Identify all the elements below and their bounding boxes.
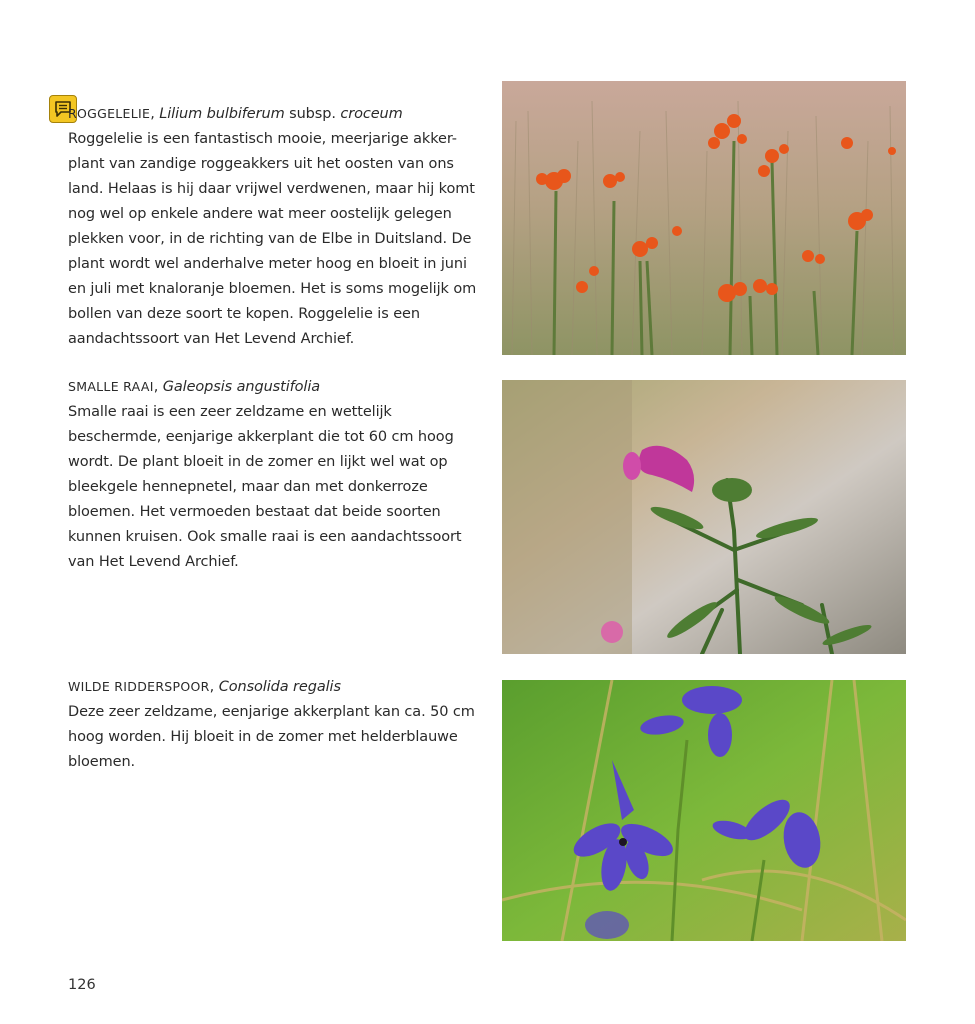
subsp-name: croceum: [340, 106, 403, 122]
photo-wilde-ridderspoor: [502, 680, 906, 941]
entry-wilde-ridderspoor: [68, 674, 478, 775]
entry-text: Smalle raai is een zeer zeldzame en wettelijk beschermde, eenjarige akkerplant die tot 60 cm hoog wordt. De plant bloeit in de zomer en lijkt wel wat op bleekgele hennepnetel, maar dan met donkerroze bloemen. Het vermoeden bestaat dat beide soorten kunnen kruisen. Ook smalle raai is een aandachtssoort van Het Levend Archief.: [68, 404, 462, 570]
latin-name: Lilium bulbiferum: [159, 106, 285, 122]
entry-text: Roggelelie is een fantastisch mooie, meerjarige akker-plant van zandige roggeakkers uit het oosten van ons land. Helaas is hij daar vrijwel verdwenen, maar hij komt nog wel op enkele andere wat meer oostelijk gelegen plekken voor, in de richting van de Elbe in Duitsland. De plant wordt wel anderhalve meter hoog en bloeit in juni en juli met knaloranje bloemen. Het is soms mogelijk om bollen van deze soort te kopen. Roggelelie is een aandachtssoort van Het Levend Archief.: [68, 131, 477, 347]
entry-smalle-raai: [68, 374, 478, 575]
species-name: SMALLE RAAI: [68, 379, 154, 394]
latin-name: Galeopsis angustifolia: [162, 379, 321, 395]
entry-roggelelie: [68, 101, 478, 352]
entry-heading: WILDE RIDDERSPOOR, Consolida regalis: [68, 679, 341, 695]
species-name: ROGGELELIE: [68, 106, 151, 121]
photo-roggelelie: [502, 81, 906, 355]
entry-text: Deze zeer zeldzame, eenjarige akkerplant kan ca. 50 cm hoog worden. Hij bloeit in de zomer met helderblauwe bloemen.: [68, 704, 475, 770]
page-number: 126: [68, 977, 96, 993]
subsp-label: subsp.: [284, 106, 341, 122]
entry-heading: ROGGELELIE, Lilium bulbiferum subsp. croceum: [68, 106, 403, 122]
species-name: WILDE RIDDERSPOOR: [68, 679, 210, 694]
latin-name: Consolida regalis: [218, 679, 341, 695]
photo-smalle-raai: [502, 380, 906, 654]
entry-heading: SMALLE RAAI, Galeopsis angustifolia: [68, 379, 321, 395]
